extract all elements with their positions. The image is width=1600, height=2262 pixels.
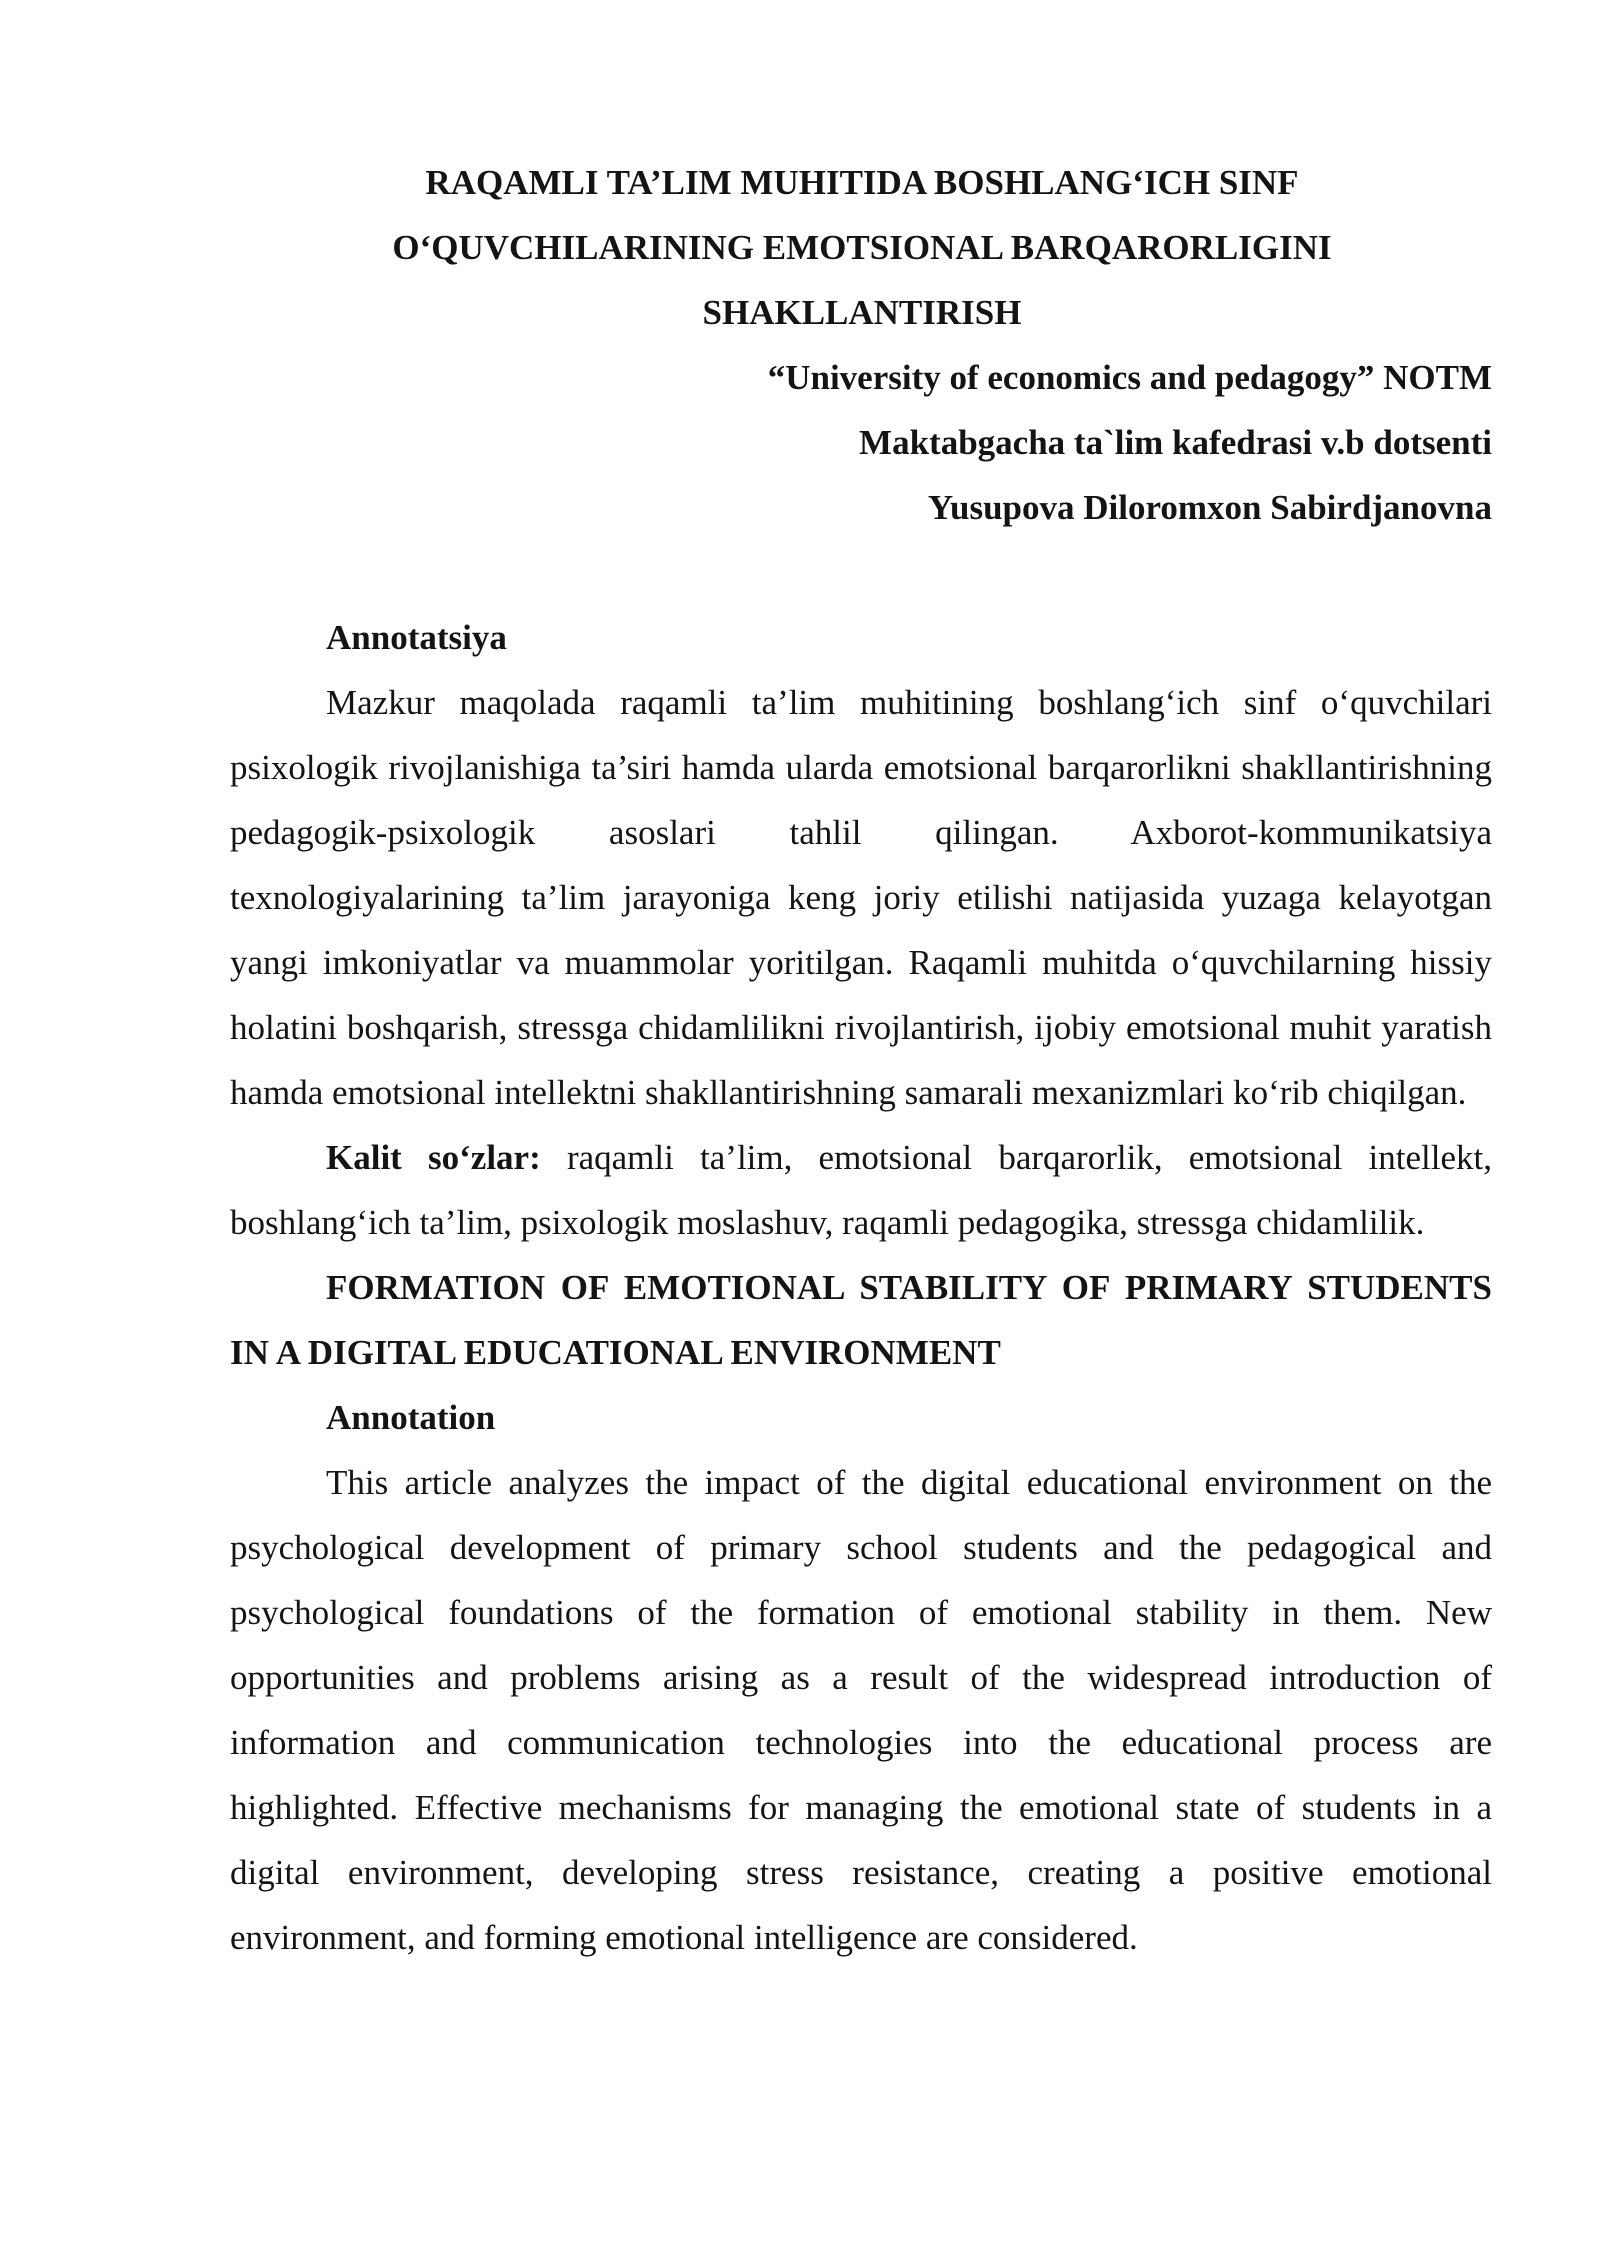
uz-abstract: Mazkur maqolada raqamli ta’lim muhitining boshlang‘ich sinf o‘quvchilari psixologik rivojlanishiga ta’siri hamda ularda emotsional barqarorlikni shakllantirishning pedagogik-psixologik asoslari tahlil qilingan. Axborot-kommunikatsiya texnologiyalarining ta’lim jarayoniga keng joriy etilishi natijasida yuzaga kelayotgan yangi imkoniyatlar va muammolar yoritilgan. Raqamli muhitda o‘quvchilarning hissiy holatini boshqarish, stressga chidamlilikni rivojlantirish, ijobiy emotsional muhit yaratish hamda emotsional intellektni shakllantirishning samarali mexanizmlari ko‘rib chiqilgan. <box>230 683 1492 1112</box>
en-annotation-heading: Annotation <box>326 1398 496 1437</box>
keywords-text: raqamli ta’lim, emotsional barqarorlik, emotsional intellekt, boshlang‘ich ta’lim, psixologik moslashuv, raqamli pedagogika, stressga chidamlilik. <box>230 1138 1492 1242</box>
keywords-label: Kalit so‘zlar: <box>326 1138 541 1177</box>
document-page <box>230 150 1492 1970</box>
spacer <box>230 540 1492 605</box>
title-line-3: SHAKLLANTIRISH <box>702 293 1022 332</box>
affiliation-department: Maktabgacha ta`lim kafedrasi v.b dotsenti <box>859 423 1492 462</box>
affiliation-university: “University of economics and pedagogy” NOTM <box>767 358 1492 397</box>
title-line-1: RAQAMLI TA’LIM MUHITIDA BOSHLANG‘ICH SINF <box>425 163 1299 202</box>
paper-title <box>230 150 1492 345</box>
title-line-2: O‘QUVCHILARINING EMOTSIONAL BARQARORLIGINI <box>392 228 1332 267</box>
uz-annotation-heading: Annotatsiya <box>326 618 507 657</box>
author-name: Yusupova Diloromxon Sabirdjanovna <box>927 488 1492 527</box>
author-affiliation <box>230 345 1492 540</box>
en-title: FORMATION OF EMOTIONAL STABILITY OF PRIMARY STUDENTS IN A DIGITAL EDUCATIONAL ENVIRONMENT <box>230 1268 1492 1372</box>
en-abstract: This article analyzes the impact of the digital educational environment on the psychological development of primary school students and the pedagogical and psychological foundations of the formation of emotional stability in them. New opportunities and problems arising as a result of the widespread introduction of information and communication technologies into the educational process are highlighted. Effective mechanisms for managing the emotional state of students in a digital environment, developing stress resistance, creating a positive emotional environment, and forming emotional intelligence are considered. <box>230 1463 1492 1957</box>
uz-keywords <box>230 1125 1492 1255</box>
